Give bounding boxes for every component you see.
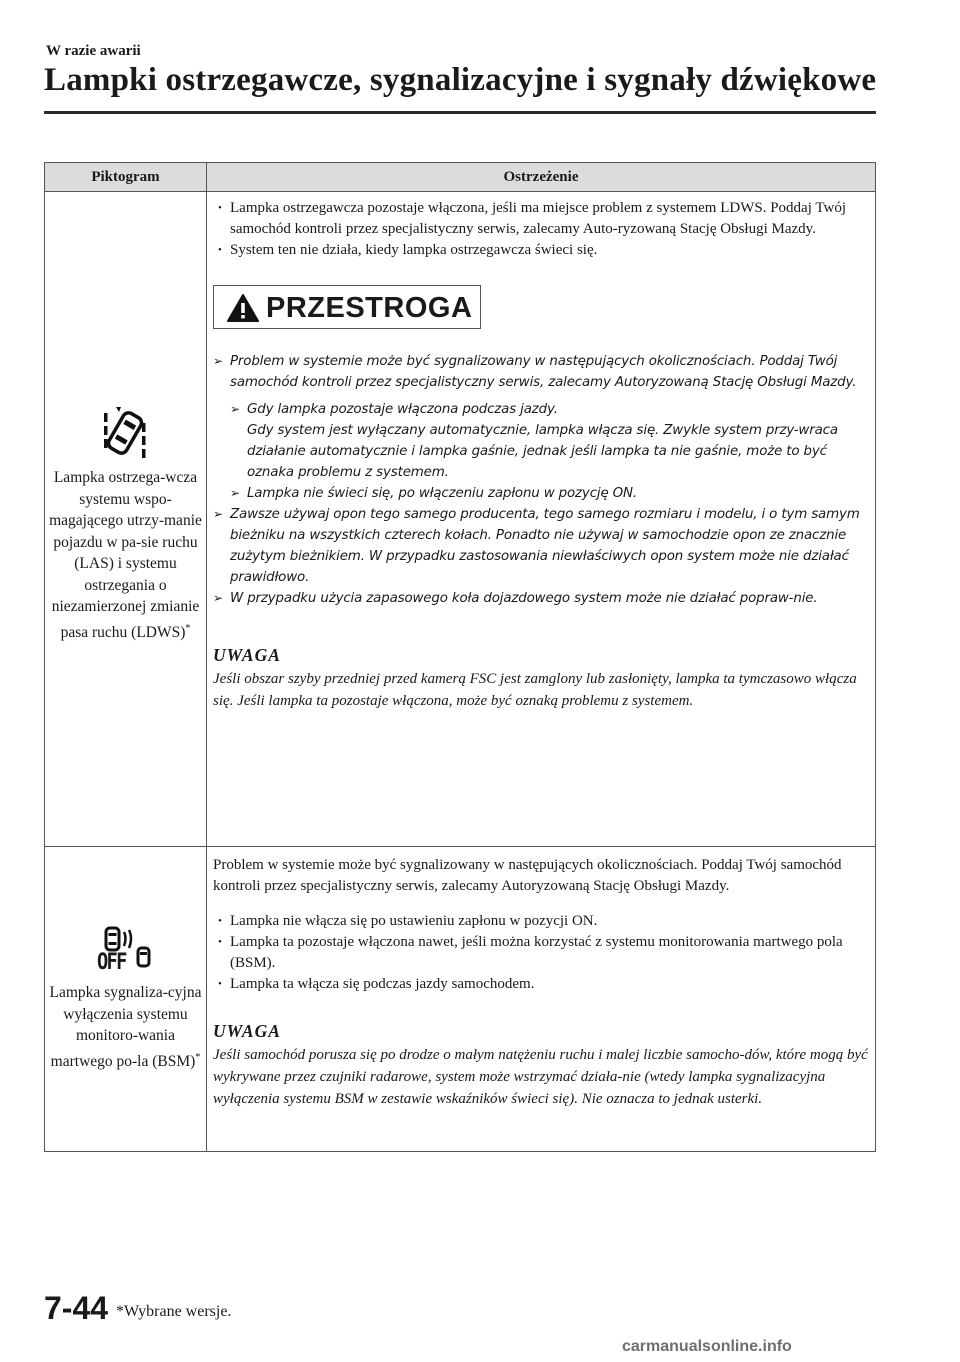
intro-paragraph: Problem w systemie może być sygnalizowany w następujących okolicznościach. Poddaj Twój samochód kontroli przez specjalistyczny serwis, zalecamy Autoryzowaną Stację Obsługi Mazdy. [213,857,842,894]
list-item: • Lampka ta włącza się podczas jazdy samochodem. [213,974,869,995]
caution-item: ➢ W przypadku użycia zapasowego koła dojazdowego system może nie działać popraw-nie. [213,588,869,609]
bsm-off-indicator-icon [94,926,158,976]
warning-lights-table [44,162,876,1152]
header-pictogram: Piktogram [45,163,207,192]
note-title: UWAGA [213,645,281,665]
bsm-caption [49,982,202,1072]
footnote: *Wybrane wersje. [116,1303,232,1320]
section-label: W razie awarii [46,43,141,59]
note-text: Jeśli obszar szyby przedniej przed kamerą FSC jest zamglony lub zasłonięty, lampka ta tymczasowo włącza się. Jeśli lampka ta pozostaje włączona, może być oznaką problemu z systemem. [213,671,857,709]
warning-triangle-icon [226,293,260,323]
table-row [45,192,876,847]
arrow-icon: ➢ [230,402,240,416]
caption-text: Lampka ostrzega-wcza systemu wspo-magającego utrzy-manie pojazdu w pa-sie ruchu (LAS) i systemu ostrzegania o niezamierzonej zmianie pasa ruchu (LDWS) [49,469,202,641]
bullet-list [213,911,869,995]
list-item: • System ten nie działa, kiedy lampka ostrzegawcza świeci się. [213,240,869,261]
footnote-mark: * [195,1051,201,1063]
page-title: Lampki ostrzegawcze, sygnalizacyjne i sygnały dźwiękowe [44,62,877,98]
warning-cell [207,847,876,1152]
page-number: 7-44 [44,1290,109,1326]
lane-keep-warning-icon [102,405,150,461]
arrow-icon: ➢ [213,354,223,368]
list-item: • Lampka ta pozostaje włączona nawet, jeśli można korzystać z systemu monitorowania martwego pola (BSM). [213,932,869,974]
caution-subitem: ➢ Lampka nie świeci się, po włączeniu zapłonu w pozycję ON. [213,483,869,504]
caution-list [213,351,869,609]
arrow-icon: ➢ [213,591,223,605]
caution-badge [213,285,481,329]
table-header-row [45,163,876,192]
title-divider [44,111,876,114]
caution-item: ➢ Problem w systemie może być sygnalizowany w następujących okolicznościach. Poddaj Twój samochód kontroli przez specjalistyczny serwis, zalecamy Autoryzowaną Stację Obsługi Mazdy. [213,351,869,393]
note-title: UWAGA [213,1021,281,1041]
arrow-icon: ➢ [213,507,223,521]
bullet-list [213,198,869,261]
pictogram-cell [45,192,207,847]
footnote-mark: * [185,622,191,634]
note-text: Jeśli samochód porusza się po drodze o małym natężeniu ruchu i malej liczbie samocho-dów, które mogą być wykrywane przez czujniki radarowe, system może wstrzymać działa-nie (wtedy lampka sygnalizacyjna wyłączenia systemu BSM w zestawie wskaźników świeci się). Nie oznacza to jednak usterki. [213,1047,868,1107]
warning-cell [207,192,876,847]
caution-item: ➢ Zawsze używaj opon tego samego producenta, tego samego rozmiaru i modelu, i o tym samym bieżniku na wszystkich czterech kołach. Ponadto nie używaj w samochodzie opon ze znacznie zużytym bieżnikiem. W przypadku zastosowania niewłaściwych opon system może nie działać prawidłowo. [213,504,869,588]
lane-keep-caption [49,467,202,643]
off-label: OFF [96,950,126,975]
arrow-icon: ➢ [230,486,240,500]
caption-text: Lampka sygnaliza-cyjna wyłączenia systemu monitoro-wania martwego po-la (BSM) [49,984,202,1070]
caution-subitem: ➢ Gdy lampka pozostaje włączona podczas jazdy. Gdy system jest wyłączany automatycznie, lampka włącza się. Zwykle system przy-wraca działanie automatycznie i lampka gaśnie, jednak jeśli lampka ta nie gaśnie, może to być oznaka problemu z systemem. [213,399,869,483]
pictogram-cell [45,847,207,1152]
caution-label: PRZESTROGA [266,292,473,324]
table-row [45,847,876,1152]
watermark: carmanualsonline.info [622,1338,792,1355]
list-item: • Lampka ostrzegawcza pozostaje włączona, jeśli ma miejsce problem z systemem LDWS. Poddaj Twój samochód kontroli przez specjalistyczny serwis, zalecamy Auto-ryzowaną Stację Obsługi Mazdy. [213,198,869,240]
list-item: • Lampka nie włącza się po ustawieniu zapłonu w pozycji ON. [213,911,869,932]
header-warning: Ostrzeżenie [207,163,876,192]
